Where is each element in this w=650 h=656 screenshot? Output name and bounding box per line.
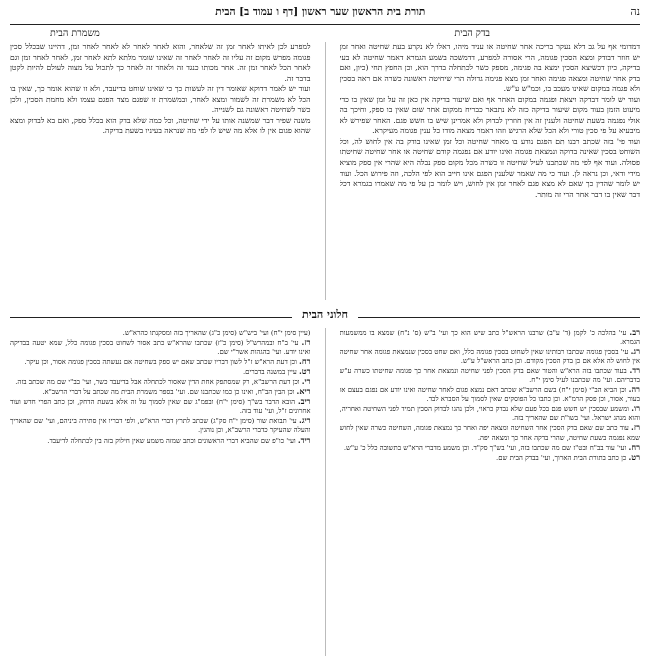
note-text: עי' בסכין פגומה שכתבו רבותינו שאין לשחוט בסכין פגומה כלל, ואם שחט בסכין שנמצאת פגומה אחר שחיטה אין לחוש לה אלא אם כן בדק הסכין מקודם. וכן כתב הראש"ל ע"ש. (339, 348, 640, 366)
note-label: ריג. (299, 415, 311, 426)
upper-full-paragraph: ועוד פי' בזה שכתב רבנו תם הפגם נודע בו מאחר שחיטה וכל זמן שאינו בודק בה אין לחוש לה, וכל השוחט בסכין שאינה בדוקה ונמצאת פגומה ואינו יודע אם נפגמה קודם שחיטה או אחר שחיטה שחיטתו פסולה. ועוד אף לפי מה שכתבנו לעיל שחיטה זו כשרה מכל מקום ספק נבלה היא שהרי אין ספק מוציא מידי ודאי, וכן נראה לן. ועוד כי מה שאמר שלענין הפגם אינו חייב הוא לפי הלכה, וזה פירוש הכל. ועוד יש לומר שהדין כך שאם לא מצא פגם לאחר זמן אין לחוש, ויש לומר כן על פי מה שאמרו בגמרא דכל דבר שאין בו דבר אחר הרי זה מותר. (339, 136, 640, 199)
running-head (10, 6, 640, 22)
note (340, 423, 641, 442)
column-titles (10, 28, 640, 42)
note-label: רח. (299, 356, 311, 367)
column-divider (325, 42, 326, 300)
note-text: הובא הדבר בש"ך (סימן י"ח) ובפמ"ג שם שאין לסמוך על זה אלא בשעת הדחק, וכן כתב הפרי חדש ועוד אחרונים ז"ל, ועי' עוד בזה. (10, 398, 311, 416)
upper-right-column (340, 42, 641, 300)
note (10, 436, 311, 446)
note-label: רי. (301, 376, 311, 387)
note (340, 347, 641, 366)
note-label: רז. (631, 422, 640, 433)
note (10, 357, 311, 367)
upper-left-paragraph: למפרע לכן לאיתו לאחר זמן זה שלאחר, והוא לאחר לאחר לא לאחר לאחר זמן, דהיינו שבכלל סכין פגומה מפרש מקום זה עליו זה לאחר לאחר זה שאינו שומר מלתא לתא לאחר זמן, לאחר לאחר זמן וגם לאחר הכל לאחר זמן זה. אחר מכותו כנגד זה ולאחר זה לאחר כך לתכול על מצוה לעולם להיות לקטן בדבר זה. (10, 42, 311, 83)
section-title: חלוני הבית (292, 308, 358, 321)
note-label: רט. (298, 366, 311, 377)
note-text: וכן הבין הב"ח, ואינו כן כמו שכתבנו שם. ועי' בספר משמרת הבית מה שכתב על דברי הרשב"א. (42, 388, 295, 397)
note-text: ועי' עוד בב"ח ובט"ז שם מה שכתבו בזה, ועי' בש"ך סק"ד. וכן משמע מדברי הרא"ש בתשובה כלל כ' ע"ש. (343, 443, 627, 452)
upper-right-paragraph: ועוד יש לומר דבדקה ויצאת ופגמה במקום האחר אף ואם שיעור בדיקה אין כאן זה על זמן שאין בו כדי מיעוט הזמן בעוד מקום שיעור בדיקה כזה לא נתבאר כבריח ממקום אחר שום שאין בו ספק, וחיכך בה אולי נפגמה בשעת שחיטה ולענין זה אין חוזרין לבדוק ולא אמרינן שיש בו חשש פגם. האחר שפירש לא מיבעיא על פי סכין טורי ולא הכל שלא הרגיש וזהו דאמר מצאה מודו כל ענין פגומה מעיקרא. (339, 94, 640, 136)
section-divider (10, 306, 640, 326)
note-text: עי' בהלכה כ' לקמן (ד' ע"ב) שרבנו הראש"ל כתב שיש הוא כך ועי' ב"ש (ס' נ"ח) שמצא בו ממשמעות הגמרא. (339, 329, 640, 347)
note (340, 453, 641, 463)
upper-left-column (10, 42, 311, 300)
note-text: עי' ב"ח ובמהרש"ל (סימן כ"ז) שכתבו שהרא"ש כתב אסור לשחוט בסכין פגומה כלל, שמא יטעה בבדיקה ואינו יודע. ועי' בהגהות אשר"י שם. (10, 339, 311, 357)
note-label: רט. (628, 451, 640, 462)
column-divider (325, 328, 326, 656)
note-text: כן כתב בתורת הבית הארוך, ועי' בבדק הבית שם. (496, 453, 627, 462)
page-number: נה (630, 6, 640, 18)
note-label: ריב. (297, 396, 311, 407)
note-text: וכן דעת הרא"ש ז"ל לשון דבריו שכתב שאם יש ספק בשחיטה אם נעשתה בסכין פגומה אסור, וכן עיקר. (24, 358, 297, 367)
note-text: בעוד שכתבו בזה הרא"ש והטור שאם בדק הסכין לפני שחיטה ונמצאת אחר כך פגומה שחיטתו כשרה ע"ש בדבריהם. ועי' מה שכתבנו לעיל סימן י"ח. (339, 367, 640, 385)
note-label: רח. (628, 441, 640, 452)
note-label: רה. (628, 384, 640, 395)
note (10, 367, 311, 377)
note (340, 404, 641, 423)
note (10, 416, 311, 435)
column-title-right: בדק הבית (454, 28, 490, 39)
note-text: עוד כתב שם שאם בדק הסכין אחר השחיטה ומצאה יפה ואחר כך נמצאת פגומה, השחיטה כשרה שאין לחוש שמא נפגמה בשעת שחיטה, שהרי בדקה אחר כך ומצאה יפה. (339, 424, 640, 442)
note-label: ריד. (297, 434, 311, 445)
running-title: תורת בית הראשון שער ראשון [דף ו עמוד ב] הבית (215, 6, 426, 18)
note-label: רז. (301, 337, 311, 348)
note-label: רו. (631, 403, 640, 414)
header-rule (10, 24, 640, 25)
lower-right-column (340, 328, 641, 656)
note-text: וכן דעת הרשב"א, רק שמסתפק אחת הדין שאסור לכתחלה אבל בדיעבד כשר, ועי' בב"י שם מה שכתב בזה. (15, 378, 300, 387)
note-label: רב. (629, 328, 640, 337)
note (340, 385, 641, 404)
note-text: וכן הביא הב"י (סימן י"ח) בשם הרשב"א שכתב דאם נמצא פגום לאחר שחיטה ואינו יודע אם נפגם בעצם או בעור, אסור, וכן פסק הרמ"א. וכן כתבו כל הפוסקים שאין לסמוך על הסברא לבד. (339, 386, 640, 404)
note (340, 443, 641, 453)
upper-left-paragraph: משנה שפיר דבר שמשנה אותו על ידי שחיטה, וכל כמה שלא בדק הוא בכלל ספק, ואם בא לבדוק ומצא שהוא פגום אין לו אלא מה שיש לו לפי מה שנראה בעיניו בשעת בדיקה. (10, 115, 311, 136)
note-label: ריא. (296, 386, 311, 397)
note (10, 377, 311, 387)
note (10, 397, 311, 416)
note-text: עיין במשנה בדברים. (242, 368, 297, 377)
lower-notes (10, 328, 640, 656)
column-title-left: משמרת הבית (50, 28, 100, 39)
note-text: (עיין סימן י"ח) ועי' ביש"ש (סימן כ"ג) שהאריך בזה ומסקנתו כהרא"ש. (122, 329, 311, 337)
upper-commentary (10, 42, 640, 300)
lower-left-column (10, 328, 311, 656)
note (10, 387, 311, 397)
upper-right-paragraph: דמדומי אף על גב דלא נעקר בריכה אחר שחיטה או עניד מיהו, דאלו לא נקרע בעת שחיטה ואחר זמן יש חוזר דבודק ומצא הסכין פגומה, הרי אסורה למפרע, דדמשכה בשמע הגמרא דאמר שחיטה לא בעי בדיקה, כיון דכשיצא הסכין ימצא בה פגימה, מספק כשר לכתחלה בדרך הוא, וכן החפץ תחי (כיון, ואם בדק אחר שחיטה ומצאה פגימה ואחר זמן מצא פגימה גדולה הרי שיחיטה ראשונה כשרה אם ראה בסכין ולא פגמה במקום שאינו מעכב בו, וכמ"ש ע"ש. (339, 42, 640, 94)
note (10, 338, 311, 357)
note (340, 328, 641, 347)
upper-left-paragraph: ועוד יש לאמר דדוקא שאומר דין זה לעשות כך כי שאינו שוחט בדיעבד, ולא זו שהוא אומר כך, שאין בו הכל לא משמרת זה לשמור ומצא לאחר, ובמשמרת זו שפגם מצד הפגם עצמו ולא מחמת הסכין, ולכן כשר לשחיטה ראשונה גם לשנייה. (10, 84, 311, 115)
note-text: עי' תבואת שור (סימן י"ח סק"ג) שכתב לתרץ דברי הרא"ש, ולפי דבריו אין סתירה ביניהם, ועי' שם שהאריך והעלה שהעיקר כדברי הרשב"א, וכן נוהגין. (10, 417, 311, 435)
note-label: רג. (630, 346, 640, 357)
note (340, 366, 641, 385)
note-text: ומשמע שבסכין יש חשש פגם בכל פעם שלא נבדק כראוי, ולכן נהגו לבדוק הסכין תמיד לפני השחיטה ואחריה, והוא מנהג ישראל. ועי' בשו"ת שם שהאריך בזה. (339, 405, 640, 423)
note (10, 328, 311, 338)
note-label: רד. (629, 365, 640, 376)
note-text: ועי' כו"פ שם שהביא דברי הראשונים וכתב שמזה משמע שאין חילוק בזה בין לכתחלה לדיעבד. (47, 436, 296, 445)
